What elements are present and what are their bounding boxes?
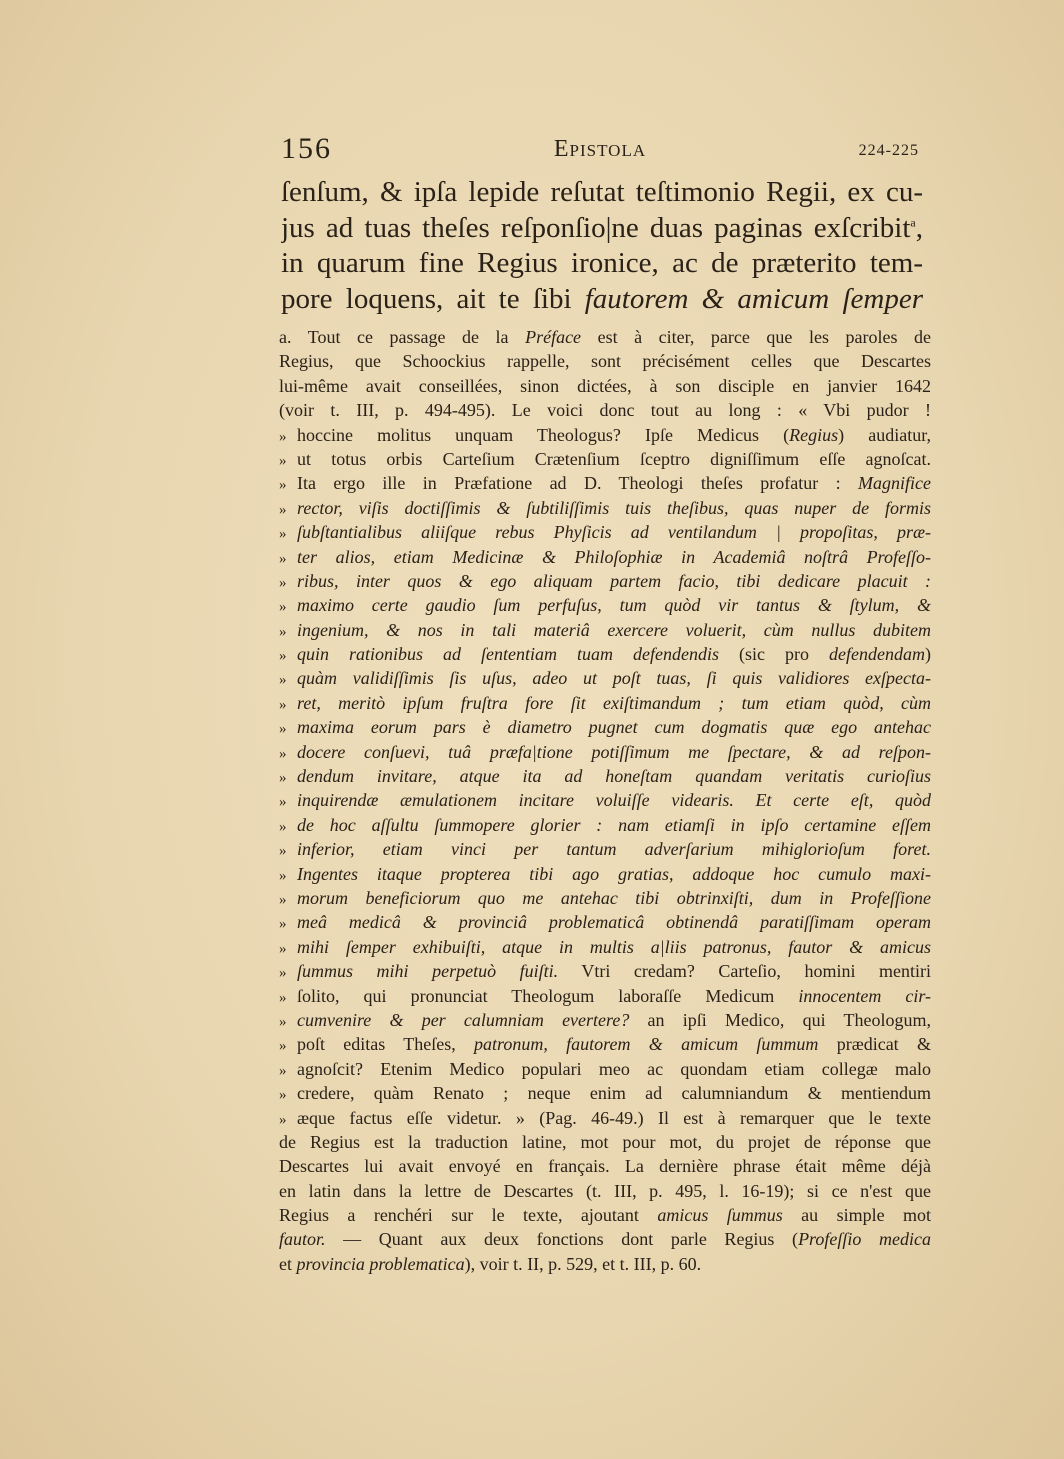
italic-run: quin rationibus ad ſententiam tuam defendendis xyxy=(297,644,720,665)
quote-mark: » xyxy=(279,623,287,640)
quote-mark: » xyxy=(279,989,287,1006)
text-run: agnoſcit? Etenim Medico populari meo ac quondam etiam collegæ malo xyxy=(297,1058,931,1079)
text-run: hoccine molitus unquam Theologus? Ipſe Medicus ( xyxy=(297,424,790,445)
footnote-line xyxy=(279,471,931,495)
text-run: et xyxy=(279,1253,297,1274)
footnote-line xyxy=(279,740,931,764)
quote-mark: » xyxy=(279,1013,287,1030)
footnote-line xyxy=(279,1154,931,1178)
text-run: (sic pro xyxy=(719,644,830,665)
text-run: , xyxy=(915,211,923,244)
footnote-line xyxy=(279,1179,931,1203)
footnote-line xyxy=(279,862,931,886)
italic-run: defendendam xyxy=(829,644,925,665)
text-run: pore loquens, ait te ſibi xyxy=(281,282,585,315)
footnote-line xyxy=(279,1227,931,1251)
quote-mark: » xyxy=(279,891,287,908)
running-title: Epistola xyxy=(553,136,647,162)
italic-run: fautorem & amicum ſemper xyxy=(584,282,923,315)
footnote-line xyxy=(279,935,931,959)
italic-run: ſubſtantialibus aliiſque rebus Phyſicis ad ventilandum | propoſitas, præ- xyxy=(297,522,931,543)
quote-mark: » xyxy=(279,1087,287,1104)
italic-run: ter alios, etiam Medicinæ & Philoſophiæ in Academiâ noſtrâ Profeſſo- xyxy=(297,546,931,567)
italic-run: inquirendæ æmulationem incitare voluiſſe videaris. Et certe eſt, quòd xyxy=(297,790,931,811)
text-run: æque factus eſſe videtur. » (Pag. 46-49.) Il est à remarquer que le texte xyxy=(297,1107,931,1128)
footnote-line xyxy=(279,1203,931,1227)
main-line xyxy=(281,282,923,318)
footnote-line xyxy=(279,398,931,422)
quote-mark: » xyxy=(279,1038,287,1055)
quote-mark: » xyxy=(279,452,287,469)
text-run: jus ad tuas theſes reſponſio|ne duas paginas exſcribit xyxy=(281,211,911,244)
quote-mark: » xyxy=(279,965,287,982)
footnote-line xyxy=(279,569,931,593)
text-run: prædicat & xyxy=(818,1034,931,1055)
text-run: Regius a renchéri sur le texte, ajoutant xyxy=(279,1205,658,1226)
italic-run: mihi ſemper exhibuiſti, atque in multis a|liis patronus, fautor & amicus xyxy=(297,936,931,957)
footnote-line xyxy=(279,886,931,910)
italic-run: Magnifice xyxy=(858,473,931,494)
text-run: (voir t. III, p. 494-495). Le voici donc tout au long : « Vbi pudor ! xyxy=(279,400,931,421)
footnote-line xyxy=(279,374,931,398)
italic-run: fautor. xyxy=(279,1229,326,1250)
italic-run: provincia problematica xyxy=(296,1253,465,1274)
quote-mark: » xyxy=(279,1111,287,1128)
text-run: Ita ergo ille in Præfatione ad D. Theologi theſes profatur : xyxy=(297,473,859,494)
quote-mark: » xyxy=(279,770,287,787)
quote-mark: » xyxy=(279,428,287,445)
main-text xyxy=(281,175,923,317)
italic-run: morum beneficiorum quo me antehac tibi obtrinxiſti, dum in Profeſſione xyxy=(297,887,931,908)
italic-run: cumvenire & per calumniam evertere? xyxy=(297,1009,630,1030)
italic-run: ingenium, & nos in tali materiâ exercere voluerit, cùm nullus dubitem xyxy=(297,619,931,640)
footnote-line xyxy=(279,691,931,715)
footnote-line xyxy=(279,764,931,788)
footnote-line xyxy=(279,788,931,812)
footnote-line xyxy=(279,1081,931,1105)
footnote-line xyxy=(279,496,931,520)
footnote-marker: a xyxy=(910,214,916,229)
italic-run: inferior, etiam vinci per tantum adverſarium mihiglorioſum foret. xyxy=(297,839,931,860)
footnote-line xyxy=(279,984,931,1008)
footnote-line xyxy=(279,1032,931,1056)
footnote-line xyxy=(279,910,931,934)
footnote-line xyxy=(279,1008,931,1032)
quote-mark: » xyxy=(279,867,287,884)
quote-mark: » xyxy=(279,501,287,518)
italic-run: ſummus mihi perpetuò fuiſti. xyxy=(297,961,559,982)
text-run: au simple mot xyxy=(782,1205,931,1226)
footnote-line xyxy=(279,618,931,642)
text-run: est à citer, parce que les paroles de xyxy=(581,327,931,347)
text-run: poſt editas Theſes, xyxy=(297,1034,475,1055)
text-run: lui-même avait conseillées, sinon dictées, à son disciple en janvier 1642 xyxy=(279,375,931,396)
quote-mark: » xyxy=(279,843,287,860)
footnote-line xyxy=(279,959,931,983)
footnote-line xyxy=(279,642,931,666)
page-range: 224-225 xyxy=(858,142,919,159)
main-line xyxy=(281,211,923,247)
italic-run: patronum, fautorem & amicum ſummum xyxy=(474,1034,819,1055)
footnote-line xyxy=(279,593,931,617)
footnote-line xyxy=(279,837,931,861)
quote-mark: » xyxy=(279,916,287,933)
text-run: Regius, que Schoockius rappelle, sont précisément celles que Descartes xyxy=(279,351,931,372)
quote-mark: » xyxy=(279,672,287,689)
italic-run: de hoc aſſultu ſummopere glorier : nam etiamſi in ipſo certamine eſſem xyxy=(297,814,931,835)
quote-mark: » xyxy=(279,526,287,543)
quote-mark: » xyxy=(279,574,287,591)
footnote-line xyxy=(279,349,931,373)
italic-run: dendum invitare, atque ita ad honeſtam quandam veritatis curioſius xyxy=(297,766,931,787)
text-run: ) audiatur, xyxy=(838,424,931,445)
italic-run: Ingentes itaque propterea tibi ago gratias, addoque hoc cumulo maxi- xyxy=(297,863,931,884)
italic-run: quàm validiſſimis ſis uſus, adeo ut poſt tuas, ſi quis validiores exſpecta- xyxy=(297,668,931,689)
quote-mark: » xyxy=(279,599,287,616)
footnote-line xyxy=(279,1057,931,1081)
text-run: de Regius est la traduction latine, mot pour mot, du projet de réponse que xyxy=(279,1131,931,1152)
text-run: ſolito, qui pronunciat Theologum laboraſſe Medicum xyxy=(297,985,799,1006)
quote-mark: » xyxy=(279,696,287,713)
footnote-line xyxy=(279,447,931,471)
quote-mark: » xyxy=(279,1062,287,1079)
footnote xyxy=(279,325,931,1276)
main-line xyxy=(281,175,923,211)
italic-run: rector, viſis doctiſſimis & ſubtiliſſimis tuis theſibus, quas nuper de formis xyxy=(297,497,931,518)
main-line xyxy=(281,246,923,282)
page-header xyxy=(281,132,919,168)
footnote-line xyxy=(279,520,931,544)
text-run: a. Tout ce passage de la xyxy=(279,327,526,347)
text-run: en latin dans la lettre de Descartes (t. III, p. 495, l. 16-19); si ce n'est que xyxy=(279,1180,931,1201)
italic-run: amicus ſummus xyxy=(657,1205,783,1226)
text-run: an ipſi Medico, qui Theologum, xyxy=(629,1009,931,1030)
text-run: Descartes lui avait envoyé en français. La dernière phrase était même déjà xyxy=(279,1156,931,1177)
text-run: ), voir t. II, p. 529, et t. III, p. 60. xyxy=(464,1253,702,1274)
italic-run: Préface xyxy=(525,327,582,347)
quote-mark: » xyxy=(279,477,287,494)
italic-run: meâ medicâ & provinciâ problematicâ obtinendâ paratiſſimam operam xyxy=(297,912,931,933)
text-run: ut totus orbis Carteſium Crætenſium ſceptro digniſſimum eſſe agnoſcat. xyxy=(297,448,931,469)
italic-run: maxima eorum pars è diametro pugnet cum dogmatis quæ ego antehac xyxy=(297,717,931,738)
footnote-line xyxy=(279,666,931,690)
italic-run: docere conſuevi, tuâ præfa|tione potiſſimum me ſpectare, & ad reſpon- xyxy=(297,741,931,762)
footnote-line xyxy=(279,813,931,837)
text-run: Vtri credam? Carteſio, homini mentiri xyxy=(558,961,931,982)
footnote-line xyxy=(279,423,931,447)
footnote-line xyxy=(279,1252,931,1276)
quote-mark: » xyxy=(279,648,287,665)
quote-mark: » xyxy=(279,721,287,738)
footnote-line xyxy=(279,545,931,569)
text-run: ) xyxy=(925,644,931,665)
italic-run: innocentem cir- xyxy=(798,985,931,1006)
italic-run: ret, meritò ipſum fruſtra fore ſit exiſtimandum ; tum etiam quòd, cùm xyxy=(297,692,931,713)
text-run: — Quant aux deux fonctions dont parle Regius ( xyxy=(325,1229,799,1250)
quote-mark: » xyxy=(279,550,287,567)
italic-run: ribus, inter quos & ego aliquam partem facio, tibi dedicare placuit : xyxy=(297,570,931,591)
footnote-line xyxy=(279,1106,931,1130)
text-run: in quarum fine Regius ironice, ac de præterito tem- xyxy=(281,247,923,279)
footnote-line xyxy=(279,1130,931,1154)
quote-mark: » xyxy=(279,818,287,835)
quote-mark: » xyxy=(279,794,287,811)
text-run: credere, quàm Renato ; neque enim ad calumniandum & mentiendum xyxy=(297,1083,931,1104)
footnote-line xyxy=(279,325,931,349)
quote-mark: » xyxy=(279,940,287,957)
italic-run: maximo certe gaudio ſum perfuſus, tum quòd vir tantus & ſtylum, & xyxy=(297,595,931,616)
italic-run: Regius xyxy=(789,424,839,445)
quote-mark: » xyxy=(279,745,287,762)
italic-run: Profeſſio medica xyxy=(798,1229,931,1250)
footnote-line xyxy=(279,715,931,739)
text-run: ſenſum, & ipſa lepide reſutat teſtimonio Regii, ex cu- xyxy=(281,176,923,208)
page-number: 156 xyxy=(281,132,332,165)
